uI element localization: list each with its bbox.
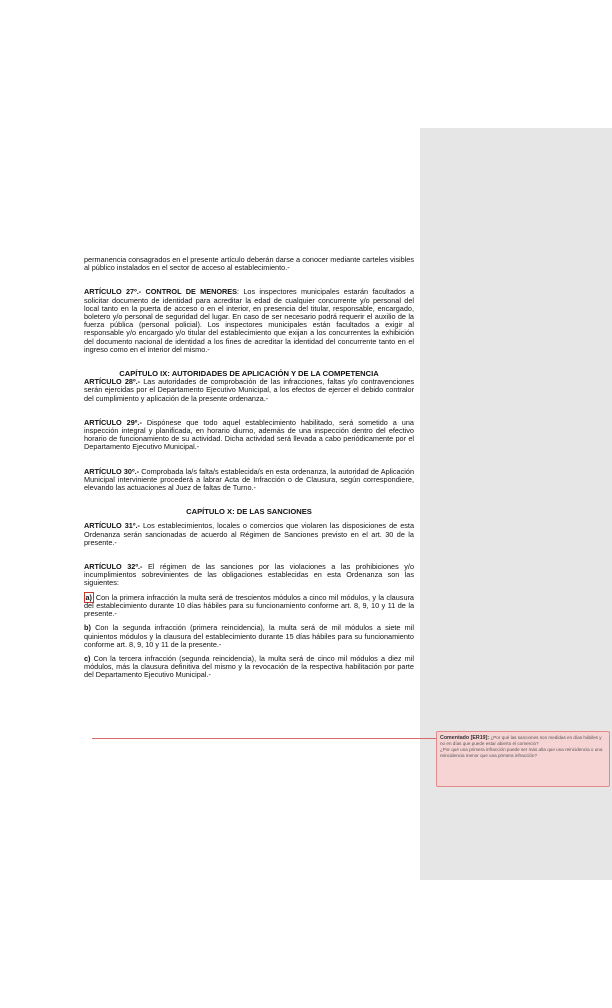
item-b-text: Con la segunda infracción (primera reincidencia), la multa será de mil módulos a siete mil quinientos módulos y la clausura del establecimiento durante 15 días hábiles para su funcionamiento conforme art. 8, 9, 10 y 11 de la presente.- xyxy=(84,623,414,649)
article-28-body: Las autoridades de comprobación de las infracciones, faltas y/o contravenciones serán ejercidas por el Departamento Ejecutivo Municipal, a los efectos de ejercer el debido contralor del cumplimiento y aplicación de la presente ordenanza.- xyxy=(84,377,414,403)
article-29-body: Dispónese que todo aquel establecimiento habilitado, será sometido a una inspección integral y planificada, en horario diurno, además de una inspección dentro del efectivo horario de funcionamiento de su actividad. Dicha actividad será llevada a cabo periódicamente por el Departamento Ejecutivo Municipal.- xyxy=(84,417,414,452)
comment-connector-line xyxy=(92,738,436,739)
article-31 xyxy=(84,522,414,547)
item-a-text: Con la primera infracción la multa será de trescientos módulos a cinco mil módulos, y la clausura del establecimiento durante 10 días hábiles para su funcionamiento conforme art. 8, 9, 10 y 11 de la presente.- xyxy=(84,592,414,619)
chapter-10-heading: CAPÍTULO X: DE LAS SANCIONES xyxy=(186,507,312,517)
article-29 xyxy=(84,419,414,452)
article-32-item-a xyxy=(84,594,414,619)
article-30-body: Comprobada la/s falta/s establecida/s en esta ordenanza, la autoridad de Aplicación Municipal interviniente procederá a labrar Acta de Infracción o de Clausura, según correspondiere, elevando las actuaciones al Juez de faltas de Turno.- xyxy=(84,466,415,493)
comment-line-1: ¿Por qué las sanciones son medidas en días hábiles y no en días que puede estar abierto el comercio? xyxy=(440,735,602,746)
article-32 xyxy=(84,563,414,588)
article-32-lead: ARTÍCULO 32º.- xyxy=(84,562,143,572)
comment-balloon[interactable] xyxy=(436,731,610,787)
chapter-9-heading: CAPÍTULO IX: AUTORIDADES DE APLICACIÓN Y DE LA COMPETENCIA xyxy=(119,369,379,379)
article-27-body: : Los inspectores municipales estarán facultados a solicitar documento de identidad para acreditar la edad de cualquier concurrente y/o personal del local tanto en la puerta de acceso o en el interior, en presencia del titular, responsable, encargado, boletero y/o personal de seguridad del lugar. En caso de ser necesario podrá requerir el auxilio de la fuerza pública (personal policial). Los inspectores municipales están facultados a exigir al responsable y/o encargado y/o titular del establecimiento que exijan a los concurrentes la exhibición del documento nacional de identidad a los fines de acreditar la identidad del concurrente tanto en el ingreso como en el interior del mismo.- xyxy=(84,287,414,354)
article-30-lead: ARTÍCULO 30º.- xyxy=(84,466,140,476)
article-27-lead: ARTÍCULO 27º.- CONTROL DE MENORES xyxy=(84,287,238,297)
item-c-marker: c) xyxy=(84,653,91,663)
article-30 xyxy=(84,468,414,493)
article-32-body: El régimen de las sanciones por las violaciones a las prohibiciones y/o incumplimientos sobrevinientes de las obligaciones establecidas en esta Ordenanza son las siguientes: xyxy=(84,562,414,588)
article-28-lead: ARTÍCULO 28º.- xyxy=(84,377,141,387)
article-28 xyxy=(84,378,414,403)
article-29-lead: ARTÍCULO 29º.- xyxy=(84,417,142,427)
article-27 xyxy=(84,288,414,354)
article-32-item-c xyxy=(84,655,414,680)
item-c-text: Con la tercera infracción (segunda reincidencia), la multa será de cinco mil módulos a diez mil módulos, más la clausura definitiva del mismo y la revocación de la respectiva habilitación por parte del Departamento Ejecutivo Municipal.- xyxy=(84,653,414,680)
article-31-body: Los establecimientos, locales o comercios que violaren las disposiciones de esta Ordenanza serán sancionadas de acuerdo al Régimen de Sanciones previsto en el art. 30 de la presente.- xyxy=(84,521,415,547)
comment-line-2: ¿Por qué una primera infracción puede ser más alta que una reincidencia o una reincidencia menor que una primera infracción? xyxy=(440,747,603,758)
article-31-lead: ARTÍCULO 31º.- xyxy=(84,521,140,531)
document-page xyxy=(84,256,414,680)
comment-author: Comentado [ER19]: xyxy=(440,735,490,741)
item-b-marker: b) xyxy=(84,623,91,633)
intro-paragraph: permanencia consagrados en el presente artículo deberán darse a conocer mediante carteles visibles al público instalados en el sector de acceso al establecimiento.- xyxy=(84,255,414,273)
item-a-marker[interactable]: a) xyxy=(85,592,92,602)
article-32-item-b xyxy=(84,624,414,649)
